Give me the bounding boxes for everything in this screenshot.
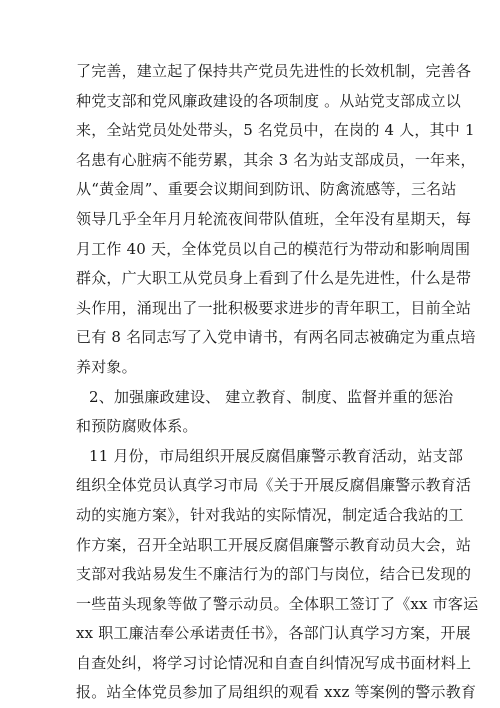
- text-line: 来，全站党员处处带头，5 名党员中，在岗的 4 人，其中 1: [76, 121, 475, 140]
- text-line: 养对象。: [76, 357, 137, 376]
- text-line: 了完善，建立起了保持共产党员先进性的长效机制，完善各: [76, 62, 472, 80]
- text-line: 头作用，涌现出了一批积极要求进步的青年职工，目前全站: [76, 298, 472, 317]
- text-line: 作方案，召开全站职工开展反腐倡廉警示教育动员大会，站: [76, 535, 472, 554]
- text-line: 名患有心脏病不能劳累，其余 3 名为站支部成员，一年来，: [76, 150, 476, 169]
- text-line: 一些苗头现象等做了警示动员。全体职工签订了《xx 市客运: [76, 594, 479, 613]
- text-line: 月工作 40 天，全体党员以自己的模范行为带动和影响周围: [76, 239, 471, 258]
- document-body: [76, 57, 479, 708]
- text-line: 领导几乎全年月月轮流夜间带队值班，全年没有星期天，每: [76, 209, 472, 228]
- text-line: 组织全体党员认真学习市局《关于开展反腐倡廉警示教育活: [76, 476, 472, 495]
- section-heading-line: 2、加强廉政建设、 建立教育、制度、监督并重的惩治: [89, 387, 454, 406]
- text-line: 报。站全体党员参加了局组织的观看 xxz 等案例的警示教育: [76, 683, 477, 702]
- text-line: 已有 8 名同志写了入党申请书，有两名同志被确定为重点培: [76, 328, 476, 347]
- section-heading-line: 和预防腐败体系。: [76, 417, 198, 436]
- text-line: 群众，广大职工从党员身上看到了什么是先进性，什么是带: [76, 269, 472, 288]
- text-line: 种党支部和党风廉政建设的各项制度 。从站党支部成立以: [76, 91, 461, 110]
- text-line: 动的实施方案》，针对我站的实际情况，制定适合我站的工: [76, 505, 464, 524]
- text-line: 自查处纠，将学习讨论情况和自查自纠情况写成书面材料上: [76, 653, 472, 672]
- text-line: 11 月份，市局组织开展反腐倡廉警示教育活动，站支部: [89, 446, 464, 465]
- text-line: 从“黄金周”、重要会议期间到防讯、防禽流感等，三名站: [76, 180, 457, 199]
- text-line: 支部对我站易发生不廉洁行为的部门与岗位，结合已发现的: [76, 565, 472, 584]
- text-line: xx 职工廉洁奉公承诺责任书》，各部门认真学习方案，开展: [76, 624, 471, 643]
